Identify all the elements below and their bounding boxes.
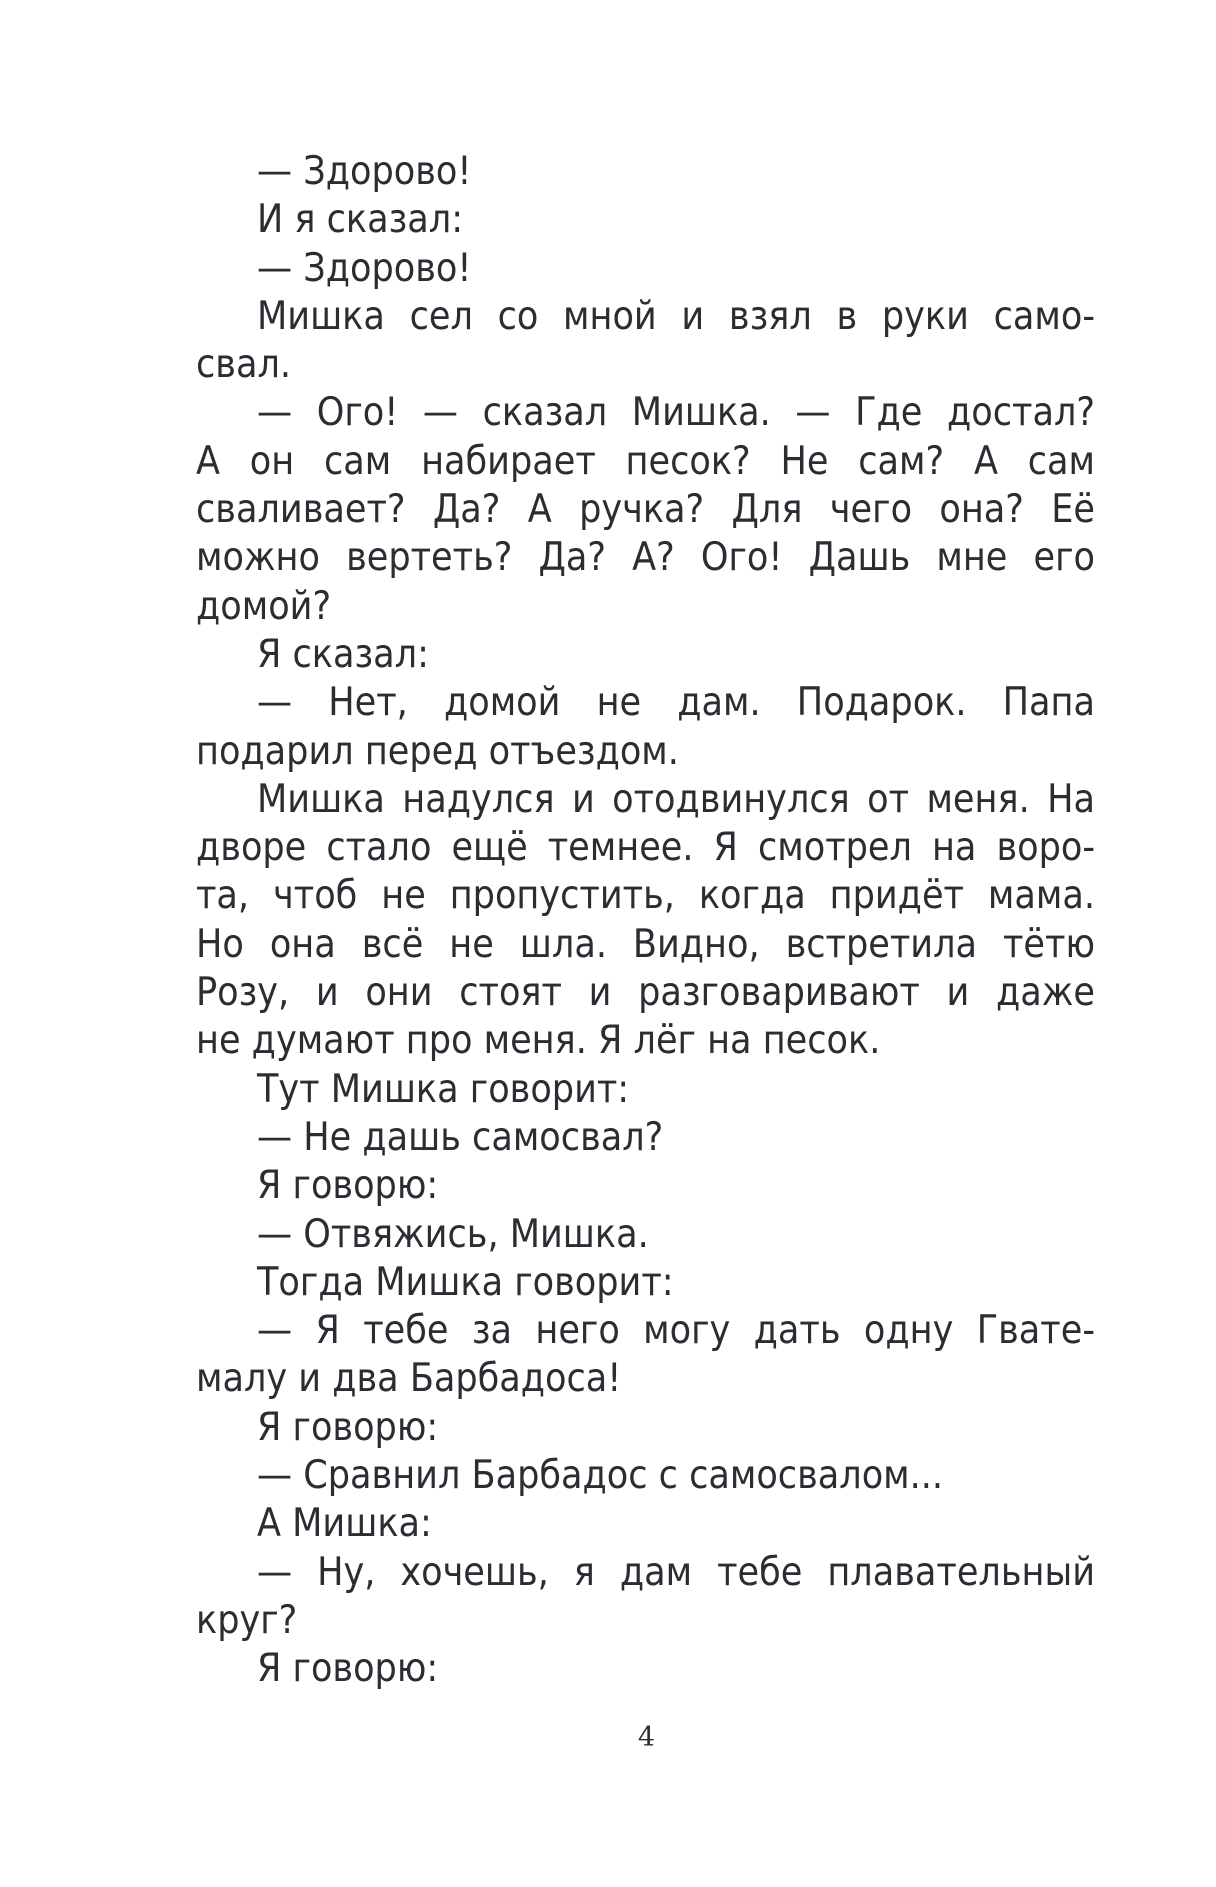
text-line: Я говорю:: [257, 1646, 439, 1692]
text-line: Мишка сел со мной и взял в руки само-: [257, 293, 1095, 339]
text-line: сваливает? Да? А ручка? Для чего она? Её: [196, 487, 1095, 533]
text-line: А Мишка:: [257, 1501, 432, 1547]
text-line: — Отвяжись, Мишка.: [257, 1211, 649, 1257]
text-line: — Ну, хочешь, я дам тебе плавательный: [257, 1549, 1095, 1595]
text-line: та, чтоб не пропустить, когда придёт мама.: [196, 873, 1095, 919]
text-line: — Здорово!: [257, 245, 472, 291]
text-line: свал.: [196, 342, 292, 388]
text-line: — Здорово!: [257, 149, 472, 194]
text-line: — Не дашь самосвал?: [257, 1114, 664, 1160]
text-line: Но она всё не шла. Видно, встретила тётю: [196, 921, 1095, 967]
text-line: дворе стало ещё темнее. Я смотрел на воро-: [196, 825, 1095, 871]
text-line: Тогда Мишка говорит:: [257, 1259, 674, 1305]
text-line: круг?: [196, 1597, 298, 1643]
text-line: Я сказал:: [257, 631, 429, 677]
text-line: Тут Мишка говорит:: [257, 1066, 630, 1112]
text-line: Я говорю:: [257, 1404, 439, 1450]
text-line: Розу, и они стоят и разговаривают и даже: [196, 970, 1095, 1016]
text-line: Я говорю:: [257, 1163, 439, 1209]
text-line: Мишка надулся и отодвинулся от меня. На: [257, 776, 1095, 822]
text-line: домой?: [196, 583, 332, 629]
text-line: — Ого! — сказал Мишка. — Где достал?: [257, 390, 1095, 436]
text-line: И я сказал:: [257, 197, 464, 243]
text-line: не думают про меня. Я лёг на песок.: [196, 1018, 881, 1064]
text-line: подарил перед отъездом.: [196, 728, 679, 774]
page-number: 4: [637, 1722, 656, 1753]
text-line: — Я тебе за него могу дать одну Гвате-: [257, 1308, 1095, 1354]
text-line: малу и два Барбадоса!: [196, 1356, 622, 1402]
text-line: А он сам набирает песок? Не сам? А сам: [196, 438, 1095, 484]
text-line: — Сравнил Барбадос с самосвалом...: [257, 1453, 944, 1499]
page-body-text: [196, 148, 1095, 1694]
text-line: можно вертеть? Да? А? Ого! Дашь мне его: [196, 535, 1095, 581]
text-line: — Нет, домой не дам. Подарок. Папа: [257, 680, 1095, 726]
